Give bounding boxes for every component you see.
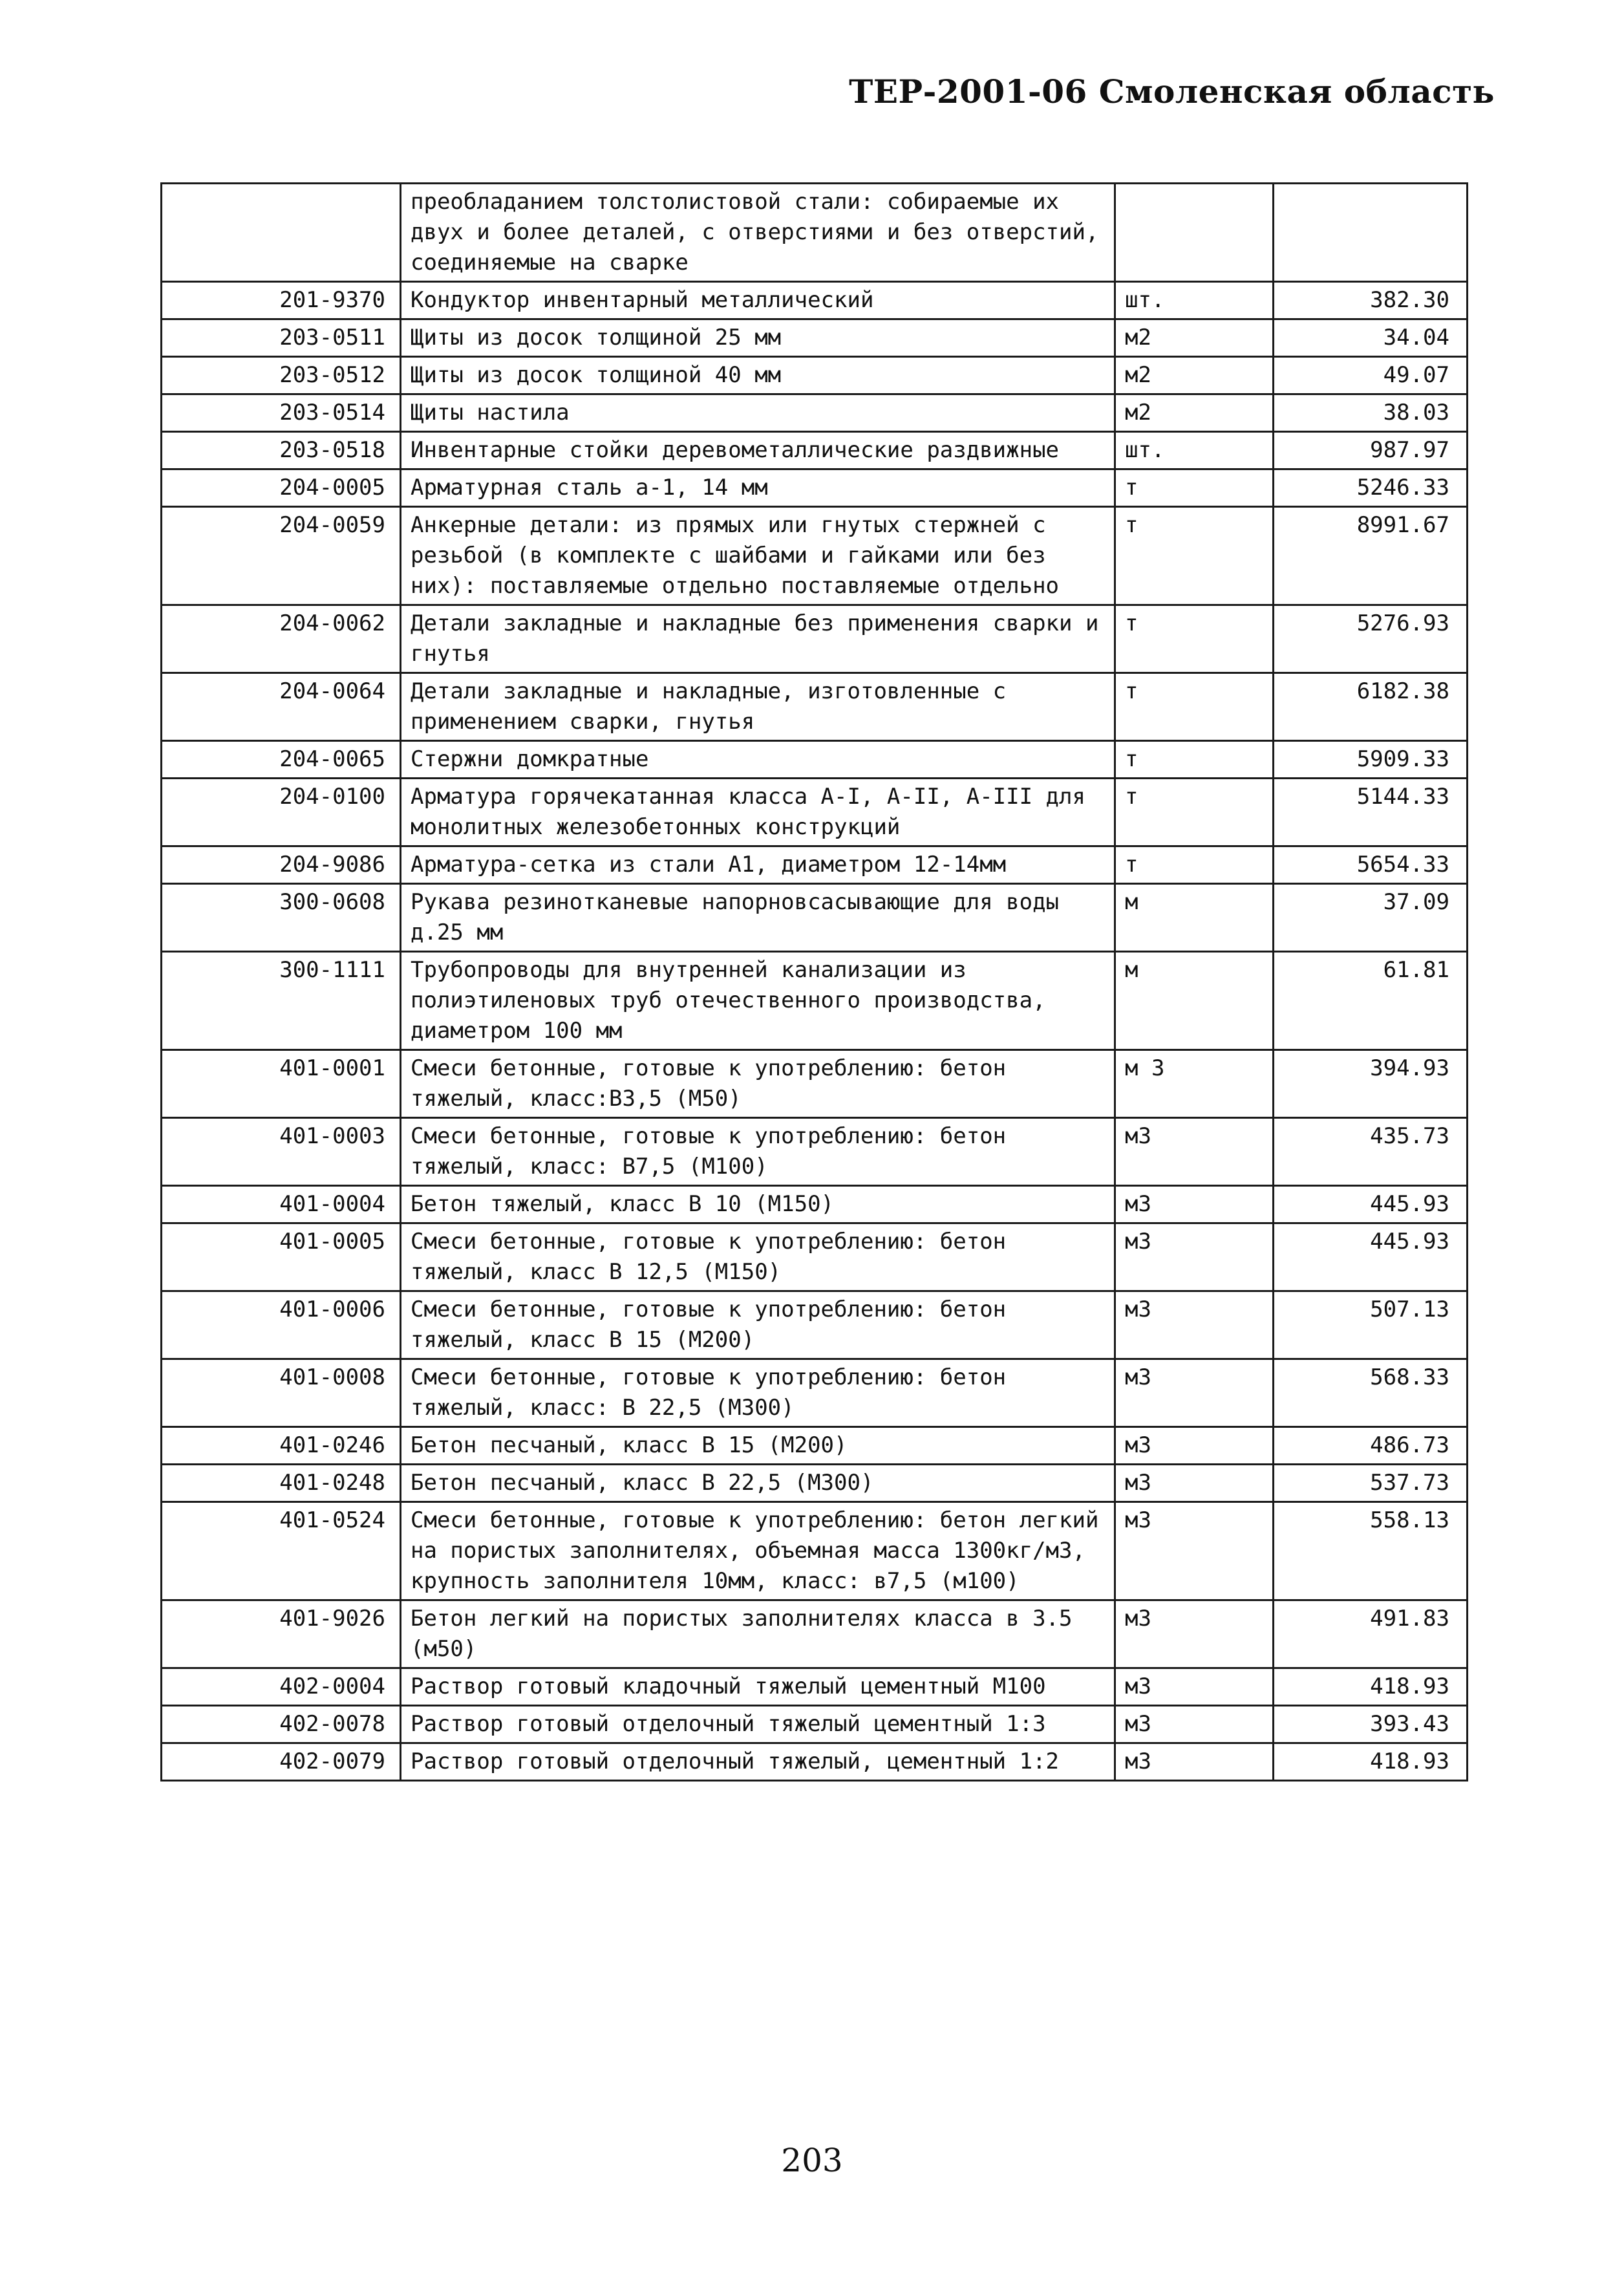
unit-cell: м bbox=[1115, 952, 1274, 1050]
resource-code-cell: 402-0004 bbox=[162, 1668, 401, 1706]
resource-name-cell: Детали закладные и накладные, изготовленные с применением сварки, гнутья bbox=[401, 673, 1115, 741]
table-row bbox=[162, 741, 1468, 779]
resource-name-cell: Смеси бетонные, готовые к употреблению: бетон легкий на пористых заполнителях, объемная масса 1300кг/м3, крупность заполнителя 10мм, класс: в7,5 (м100) bbox=[401, 1502, 1115, 1600]
unit-cell: т bbox=[1115, 846, 1274, 884]
price-cell: 382.30 bbox=[1274, 282, 1468, 319]
unit-cell: т bbox=[1115, 507, 1274, 605]
price-cell: 5246.33 bbox=[1274, 469, 1468, 507]
price-cell: 394.93 bbox=[1274, 1050, 1468, 1118]
table-row bbox=[162, 605, 1468, 673]
price-cell bbox=[1274, 184, 1468, 282]
price-cell: 435.73 bbox=[1274, 1118, 1468, 1186]
resource-name-cell: Смеси бетонные, готовые к употреблению: бетон тяжелый, класс: В 22,5 (М300) bbox=[401, 1359, 1115, 1427]
resource-code-cell: 401-9026 bbox=[162, 1600, 401, 1668]
unit-cell: м3 bbox=[1115, 1427, 1274, 1465]
resource-code-cell bbox=[162, 184, 401, 282]
unit-cell: м3 bbox=[1115, 1291, 1274, 1359]
resource-name-cell: Смеси бетонные, готовые к употреблению: бетон тяжелый, класс:В3,5 (М50) bbox=[401, 1050, 1115, 1118]
resource-code-cell: 401-0001 bbox=[162, 1050, 401, 1118]
unit-cell bbox=[1115, 184, 1274, 282]
resource-name-cell: Раствор готовый кладочный тяжелый цементный М100 bbox=[401, 1668, 1115, 1706]
price-cell: 537.73 bbox=[1274, 1465, 1468, 1502]
resource-name-cell: Смеси бетонные, готовые к употреблению: бетон тяжелый, класс В 12,5 (М150) bbox=[401, 1223, 1115, 1291]
resource-name-cell: Трубопроводы для внутренней канализации из полиэтиленовых труб отечественного производства, диаметром 100 мм bbox=[401, 952, 1115, 1050]
resource-code-cell: 402-0078 bbox=[162, 1706, 401, 1743]
table-row bbox=[162, 469, 1468, 507]
resource-code-cell: 204-0064 bbox=[162, 673, 401, 741]
resource-code-cell: 402-0079 bbox=[162, 1743, 401, 1781]
table-row bbox=[162, 779, 1468, 846]
table-row bbox=[162, 1668, 1468, 1706]
unit-cell: т bbox=[1115, 673, 1274, 741]
unit-cell: м bbox=[1115, 884, 1274, 952]
table-row bbox=[162, 282, 1468, 319]
table-row bbox=[162, 184, 1468, 282]
price-cell: 486.73 bbox=[1274, 1427, 1468, 1465]
unit-cell: м3 bbox=[1115, 1743, 1274, 1781]
unit-cell: м3 bbox=[1115, 1600, 1274, 1668]
unit-cell: м3 bbox=[1115, 1668, 1274, 1706]
price-cell: 491.83 bbox=[1274, 1600, 1468, 1668]
table-row bbox=[162, 1291, 1468, 1359]
resource-code-cell: 203-0514 bbox=[162, 394, 401, 432]
price-cell: 558.13 bbox=[1274, 1502, 1468, 1600]
resource-code-cell: 204-0065 bbox=[162, 741, 401, 779]
resource-name-cell: Смеси бетонные, готовые к употреблению: бетон тяжелый, класс: В7,5 (М100) bbox=[401, 1118, 1115, 1186]
resource-name-cell: Анкерные детали: из прямых или гнутых стержней с резьбой (в комплекте с шайбами и гайками или без них): поставляемые отдельно поставляемые отдельно bbox=[401, 507, 1115, 605]
unit-cell: м2 bbox=[1115, 394, 1274, 432]
price-cell: 507.13 bbox=[1274, 1291, 1468, 1359]
resource-code-cell: 401-0006 bbox=[162, 1291, 401, 1359]
unit-cell: т bbox=[1115, 741, 1274, 779]
resource-code-cell: 401-0005 bbox=[162, 1223, 401, 1291]
resource-name-cell: Инвентарные стойки деревометаллические раздвижные bbox=[401, 432, 1115, 469]
resource-code-cell: 401-0246 bbox=[162, 1427, 401, 1465]
table-row bbox=[162, 1465, 1468, 1502]
unit-cell: м 3 bbox=[1115, 1050, 1274, 1118]
unit-cell: м3 bbox=[1115, 1502, 1274, 1600]
resource-code-cell: 204-0100 bbox=[162, 779, 401, 846]
table-row bbox=[162, 1743, 1468, 1781]
price-cell: 987.97 bbox=[1274, 432, 1468, 469]
table-row bbox=[162, 319, 1468, 357]
resource-code-cell: 401-0248 bbox=[162, 1465, 401, 1502]
unit-cell: м3 bbox=[1115, 1706, 1274, 1743]
price-table bbox=[160, 182, 1468, 1781]
table-row bbox=[162, 1427, 1468, 1465]
table-row bbox=[162, 1502, 1468, 1600]
unit-cell: шт. bbox=[1115, 432, 1274, 469]
resource-code-cell: 300-1111 bbox=[162, 952, 401, 1050]
resource-name-cell: Бетон легкий на пористых заполнителях класса в 3.5 (м50) bbox=[401, 1600, 1115, 1668]
resource-name-cell: Детали закладные и накладные без применения сварки и гнутья bbox=[401, 605, 1115, 673]
price-cell: 5276.93 bbox=[1274, 605, 1468, 673]
price-cell: 418.93 bbox=[1274, 1743, 1468, 1781]
table-row bbox=[162, 1706, 1468, 1743]
price-cell: 49.07 bbox=[1274, 357, 1468, 394]
resource-name-cell: Бетон песчаный, класс В 15 (М200) bbox=[401, 1427, 1115, 1465]
resource-code-cell: 401-0003 bbox=[162, 1118, 401, 1186]
page-header-title: ТЕР-2001-06 Смоленская область bbox=[849, 72, 1495, 111]
price-cell: 418.93 bbox=[1274, 1668, 1468, 1706]
table-row bbox=[162, 1600, 1468, 1668]
resource-code-cell: 401-0008 bbox=[162, 1359, 401, 1427]
table-row bbox=[162, 673, 1468, 741]
table-row bbox=[162, 507, 1468, 605]
resource-code-cell: 204-9086 bbox=[162, 846, 401, 884]
resource-name-cell: Рукава резинотканевые напорновсасывающие для воды д.25 мм bbox=[401, 884, 1115, 952]
unit-cell: м2 bbox=[1115, 357, 1274, 394]
resource-name-cell: Стержни домкратные bbox=[401, 741, 1115, 779]
resource-name-cell: Арматура-сетка из стали А1, диаметром 12-14мм bbox=[401, 846, 1115, 884]
price-cell: 37.09 bbox=[1274, 884, 1468, 952]
price-cell: 5654.33 bbox=[1274, 846, 1468, 884]
resource-name-cell: Щиты настила bbox=[401, 394, 1115, 432]
resource-name-cell: преобладанием толстолистовой стали: собираемые их двух и более деталей, с отверстиями и без отверстий, соединяемые на сварке bbox=[401, 184, 1115, 282]
table-row bbox=[162, 1359, 1468, 1427]
unit-cell: т bbox=[1115, 779, 1274, 846]
resource-name-cell: Бетон тяжелый, класс В 10 (М150) bbox=[401, 1186, 1115, 1223]
resource-code-cell: 204-0005 bbox=[162, 469, 401, 507]
price-cell: 393.43 bbox=[1274, 1706, 1468, 1743]
price-cell: 5144.33 bbox=[1274, 779, 1468, 846]
table-row bbox=[162, 1050, 1468, 1118]
table-row bbox=[162, 1186, 1468, 1223]
unit-cell: м3 bbox=[1115, 1186, 1274, 1223]
resource-code-cell: 401-0004 bbox=[162, 1186, 401, 1223]
table-row bbox=[162, 394, 1468, 432]
resource-code-cell: 203-0511 bbox=[162, 319, 401, 357]
resource-code-cell: 300-0608 bbox=[162, 884, 401, 952]
price-cell: 445.93 bbox=[1274, 1223, 1468, 1291]
price-cell: 5909.33 bbox=[1274, 741, 1468, 779]
resource-name-cell: Раствор готовый отделочный тяжелый цементный 1:3 bbox=[401, 1706, 1115, 1743]
table-row bbox=[162, 357, 1468, 394]
table-row bbox=[162, 884, 1468, 952]
resource-name-cell: Арматура горячекатанная класса А-I, А-II, А-III для монолитных железобетонных конструкций bbox=[401, 779, 1115, 846]
price-cell: 445.93 bbox=[1274, 1186, 1468, 1223]
resource-name-cell: Смеси бетонные, готовые к употреблению: бетон тяжелый, класс В 15 (М200) bbox=[401, 1291, 1115, 1359]
resource-name-cell: Щиты из досок толщиной 40 мм bbox=[401, 357, 1115, 394]
unit-cell: м3 bbox=[1115, 1465, 1274, 1502]
unit-cell: шт. bbox=[1115, 282, 1274, 319]
table-row bbox=[162, 1118, 1468, 1186]
unit-cell: м2 bbox=[1115, 319, 1274, 357]
unit-cell: м3 bbox=[1115, 1223, 1274, 1291]
price-cell: 568.33 bbox=[1274, 1359, 1468, 1427]
price-cell: 38.03 bbox=[1274, 394, 1468, 432]
resource-name-cell: Арматурная сталь а-1, 14 мм bbox=[401, 469, 1115, 507]
resource-name-cell: Щиты из досок толщиной 25 мм bbox=[401, 319, 1115, 357]
price-table-body bbox=[162, 184, 1468, 1781]
resource-name-cell: Кондуктор инвентарный металлический bbox=[401, 282, 1115, 319]
resource-code-cell: 201-9370 bbox=[162, 282, 401, 319]
resource-code-cell: 204-0062 bbox=[162, 605, 401, 673]
price-cell: 61.81 bbox=[1274, 952, 1468, 1050]
resource-code-cell: 203-0512 bbox=[162, 357, 401, 394]
unit-cell: т bbox=[1115, 469, 1274, 507]
resource-name-cell: Раствор готовый отделочный тяжелый, цементный 1:2 bbox=[401, 1743, 1115, 1781]
unit-cell: м3 bbox=[1115, 1118, 1274, 1186]
price-cell: 8991.67 bbox=[1274, 507, 1468, 605]
price-cell: 6182.38 bbox=[1274, 673, 1468, 741]
unit-cell: м3 bbox=[1115, 1359, 1274, 1427]
table-row bbox=[162, 432, 1468, 469]
table-row bbox=[162, 952, 1468, 1050]
unit-cell: т bbox=[1115, 605, 1274, 673]
table-row bbox=[162, 1223, 1468, 1291]
resource-code-cell: 203-0518 bbox=[162, 432, 401, 469]
resource-name-cell: Бетон песчаный, класс В 22,5 (М300) bbox=[401, 1465, 1115, 1502]
resource-code-cell: 401-0524 bbox=[162, 1502, 401, 1600]
page-number: 203 bbox=[781, 2142, 843, 2179]
resource-code-cell: 204-0059 bbox=[162, 507, 401, 605]
table-row bbox=[162, 846, 1468, 884]
price-cell: 34.04 bbox=[1274, 319, 1468, 357]
